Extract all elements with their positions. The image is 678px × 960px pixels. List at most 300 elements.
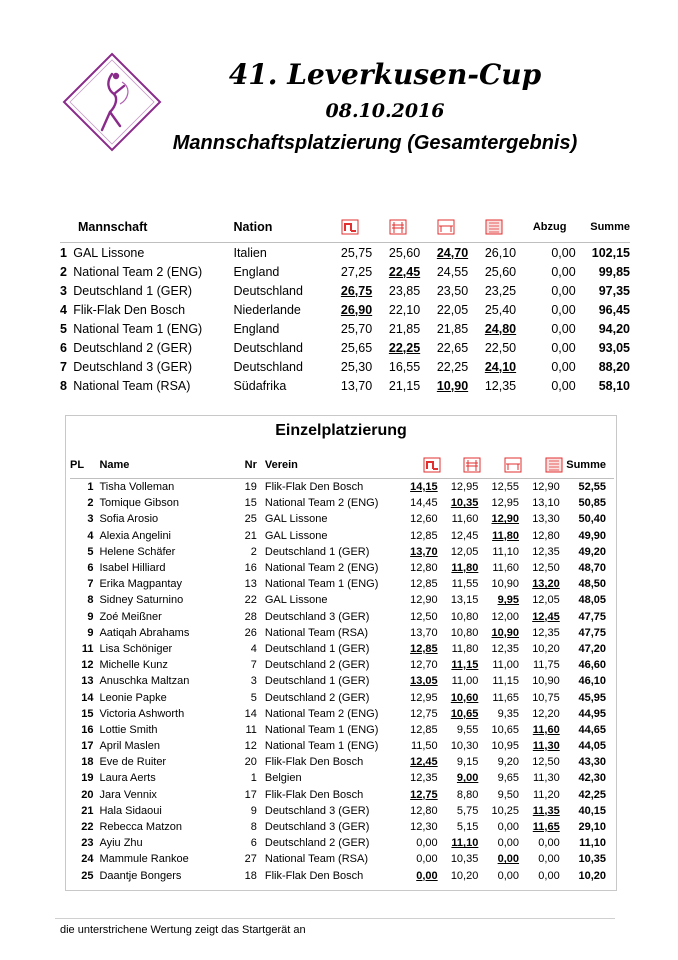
start-apparatus-score: 10,60	[450, 691, 479, 704]
team-score-2: 23,85	[388, 283, 421, 298]
individual-sum: 42,25	[578, 788, 606, 801]
individual-score-3: 9,65	[497, 772, 520, 785]
individual-score-3: 0,00	[497, 869, 520, 882]
start-apparatus-score: 22,45	[388, 264, 421, 279]
team-row	[60, 376, 630, 395]
gymnast-club: National Team (RSA)	[264, 853, 368, 866]
individual-score-1: 11,50	[410, 740, 438, 753]
sum-header: Summe	[590, 221, 630, 233]
gymnast-name: Lottie Smith	[99, 723, 158, 736]
team-score-2: 21,15	[388, 378, 421, 393]
gymnast-number: 1	[250, 772, 257, 785]
individual-score-2: 9,55	[456, 723, 479, 736]
individual-score-4: 12,50	[532, 756, 560, 769]
team-sum: 93,05	[598, 340, 630, 355]
gymnast-number: 17	[244, 788, 257, 801]
individual-score-1	[400, 479, 441, 496]
individual-sum: 43,30	[578, 756, 606, 769]
team-score-1	[341, 281, 389, 300]
individual-score-3: 11,60	[492, 562, 520, 575]
individual-score-2: 10,80	[450, 626, 479, 639]
individual-score-1: 13,70	[410, 626, 438, 639]
gymnast-club: Deutschland 1 (GER)	[264, 675, 370, 688]
individual-row	[70, 738, 614, 754]
gymnast-club: National Team 1 (ENG)	[264, 740, 379, 753]
start-apparatus-score: 9,00	[456, 772, 479, 785]
individual-row	[70, 689, 614, 705]
individual-rank: 2	[87, 497, 94, 510]
gymnast-name: Victoria Ashworth	[99, 707, 185, 720]
gymnast-club: National Team 2 (ENG)	[264, 562, 379, 575]
start-apparatus-score: 10,90	[436, 378, 469, 393]
individual-score-1: 0,00	[416, 837, 438, 850]
individual-score-4	[522, 722, 563, 738]
team-row	[60, 300, 630, 319]
individual-sum: 47,20	[578, 642, 606, 655]
team-deduction: 0,00	[551, 283, 576, 298]
individual-score-1: 12,80	[410, 804, 438, 817]
deduction-header: Abzug	[532, 221, 567, 233]
team-score-2: 16,55	[388, 359, 421, 374]
individual-sum: 42,30	[578, 772, 606, 785]
individual-score-3	[481, 528, 522, 544]
team-score-1	[341, 300, 389, 319]
gymnast-club: GAL Lissone	[264, 529, 328, 542]
individual-score-1	[400, 544, 441, 560]
team-name: Flik-Flak Den Bosch	[73, 302, 186, 317]
team-row	[60, 243, 630, 263]
individual-score-1	[400, 673, 441, 689]
team-score-1: 13,70	[340, 378, 373, 393]
gymnast-number: 14	[244, 707, 257, 720]
gymnast-number: 12	[244, 740, 257, 753]
start-apparatus-score: 9,95	[497, 594, 520, 607]
team-rank: 6	[60, 340, 67, 355]
team-sum: 94,20	[598, 321, 630, 336]
gymnast-number: 8	[250, 821, 257, 834]
individual-score-1: 12,50	[410, 610, 438, 623]
individual-score-4: 12,35	[532, 626, 560, 639]
individual-sum: 46,60	[578, 659, 606, 672]
team-score-1: 25,70	[340, 321, 373, 336]
individual-sum: 29,10	[578, 821, 606, 834]
individual-score-3: 12,55	[491, 481, 520, 494]
team-score-2	[389, 338, 437, 357]
team-score-2: 25,60	[388, 245, 421, 260]
team-deduction: 0,00	[551, 264, 576, 279]
team-score-4: 12,35	[484, 378, 517, 393]
gymnast-club: National Team (RSA)	[264, 626, 368, 639]
individual-score-3	[481, 625, 522, 641]
team-header: Mannschaft	[78, 220, 148, 234]
team-score-2: 21,85	[388, 321, 421, 336]
gymnast-name: Anuschka Maltzan	[99, 675, 190, 688]
start-apparatus-score: 13,70	[410, 545, 438, 558]
team-score-3: 22,65	[436, 340, 469, 355]
individual-score-2: 11,80	[451, 642, 479, 655]
team-deduction: 0,00	[551, 359, 576, 374]
start-apparatus-score: 11,80	[492, 529, 520, 542]
start-apparatus-score: 11,80	[451, 562, 479, 575]
individual-score-4: 11,20	[533, 788, 560, 801]
start-apparatus-score: 11,30	[532, 740, 560, 753]
start-apparatus-score: 24,70	[436, 245, 469, 260]
team-score-4: 26,10	[484, 245, 517, 260]
apparatus-3-icon	[504, 457, 522, 473]
individual-score-2: 8,80	[456, 788, 479, 801]
individual-score-2: 5,15	[456, 821, 479, 834]
individual-score-3: 10,90	[491, 578, 520, 591]
apparatus-4-icon	[545, 457, 563, 473]
individual-score-1: 12,80	[410, 562, 438, 575]
individual-row	[70, 625, 614, 641]
individual-rank: 19	[81, 772, 94, 785]
individual-score-1: 12,95	[410, 691, 438, 704]
gymnast-club: GAL Lissone	[264, 513, 328, 526]
start-apparatus-score: 26,90	[340, 302, 373, 317]
team-deduction: 0,00	[551, 340, 576, 355]
individual-score-3: 0,00	[497, 837, 520, 850]
individual-score-3: 12,00	[491, 610, 520, 623]
team-score-3	[437, 243, 485, 263]
individual-row	[70, 835, 614, 851]
individual-row	[70, 511, 614, 527]
individual-ranking-panel	[65, 415, 617, 891]
gymnast-club: Deutschland 2 (GER)	[264, 837, 370, 850]
individual-score-2	[441, 689, 482, 705]
individual-rank: 25	[81, 869, 94, 882]
start-apparatus-score: 10,35	[450, 497, 479, 510]
individual-rank: 5	[87, 545, 94, 558]
individual-row	[70, 576, 614, 592]
gymnast-number: 25	[244, 513, 257, 526]
individual-rank: 18	[81, 756, 94, 769]
apparatus-2-icon	[389, 219, 407, 235]
individual-row	[70, 657, 614, 673]
individual-score-3: 0,00	[497, 821, 520, 834]
individual-score-2: 10,35	[450, 853, 479, 866]
apparatus-3-header	[437, 212, 485, 243]
individual-score-3: 11,65	[492, 691, 520, 704]
individual-table-header	[70, 452, 614, 479]
gymnast-number: 19	[244, 481, 257, 494]
team-sum: 102,15	[591, 245, 630, 260]
gymnast-name: Leonie Papke	[99, 691, 167, 704]
individual-title: Einzelplatzierung	[275, 422, 407, 439]
individual-score-1: 12,30	[410, 821, 438, 834]
individual-score-2	[441, 706, 482, 722]
individual-row	[70, 706, 614, 722]
individual-rank: 4	[87, 529, 94, 542]
individual-rank: 1	[87, 481, 94, 494]
individual-score-3: 11,15	[492, 675, 520, 688]
individual-row	[70, 609, 614, 625]
apparatus-2-icon	[463, 457, 481, 473]
individual-score-2	[441, 560, 482, 576]
team-name: GAL Lissone	[73, 245, 145, 260]
gymnast-number: 20	[244, 756, 257, 769]
gymnast-name: Helene Schäfer	[99, 545, 176, 558]
team-score-3: 22,25	[436, 359, 469, 374]
individual-sum: 10,35	[578, 853, 606, 866]
gymnast-club: Flik-Flak Den Bosch	[264, 481, 364, 494]
team-name: Deutschland 2 (GER)	[73, 340, 193, 355]
gymnast-number: 21	[244, 529, 257, 542]
gymnast-name: Zoé Meißner	[99, 610, 162, 623]
start-apparatus-score: 26,75	[340, 283, 373, 298]
individual-score-4: 0,00	[538, 869, 560, 882]
individual-row	[70, 544, 614, 560]
team-score-4	[485, 357, 533, 376]
individual-score-2	[441, 770, 482, 786]
individual-score-3: 9,50	[497, 788, 520, 801]
gymnast-name: Eve de Ruiter	[99, 756, 167, 769]
apparatus-4-icon	[485, 219, 503, 235]
individual-rank: 14	[81, 691, 94, 704]
individual-score-4	[522, 803, 563, 819]
team-deduction: 0,00	[551, 302, 576, 317]
team-score-4: 25,40	[484, 302, 517, 317]
team-sum: 96,45	[598, 302, 630, 317]
gymnast-name: Mammule Rankoe	[99, 853, 189, 866]
start-apparatus-score: 12,75	[410, 788, 438, 801]
gymnast-club: National Team 1 (ENG)	[264, 723, 379, 736]
individual-rank: 9	[87, 610, 94, 623]
individual-score-2: 10,80	[450, 610, 479, 623]
individual-sum: 44,05	[578, 740, 606, 753]
gymnast-name: Alexia Angelini	[99, 529, 172, 542]
team-row	[60, 338, 630, 357]
gymnast-club: Flik-Flak Den Bosch	[264, 869, 364, 882]
gymnast-number: 6	[250, 837, 257, 850]
individual-score-2: 13,15	[450, 594, 479, 607]
gymnast-name: Daantje Bongers	[99, 869, 182, 882]
team-row	[60, 319, 630, 338]
individual-score-3: 9,35	[497, 707, 520, 720]
start-apparatus-score: 0,00	[416, 869, 438, 882]
individual-score-4: 10,20	[532, 642, 560, 655]
team-sum: 58,10	[598, 378, 630, 393]
apparatus-1-icon	[341, 219, 359, 235]
team-name: Deutschland 3 (GER)	[73, 359, 193, 374]
ind-sum-header: Summe	[566, 459, 606, 471]
team-nation: Deutschland	[233, 359, 303, 374]
gymnast-club: Deutschland 3 (GER)	[264, 610, 370, 623]
team-score-4	[485, 319, 533, 338]
individual-score-3: 12,95	[491, 497, 520, 510]
team-ranking-table	[60, 212, 630, 395]
gymnast-name: Erika Magpantay	[99, 578, 182, 591]
individual-score-4: 10,75	[532, 691, 560, 704]
individual-score-3: 12,35	[491, 642, 520, 655]
individual-rank: 7	[87, 578, 94, 591]
team-score-3: 21,85	[436, 321, 469, 336]
individual-row	[70, 722, 614, 738]
team-sum: 97,35	[598, 283, 630, 298]
individual-score-2: 11,55	[451, 578, 479, 591]
individual-score-1: 12,35	[410, 772, 438, 785]
individual-sum: 50,85	[578, 497, 606, 510]
individual-sum: 44,95	[578, 707, 606, 720]
gymnast-club: National Team 1 (ENG)	[264, 578, 379, 591]
individual-score-2: 9,15	[456, 756, 479, 769]
gymnast-number: 28	[244, 610, 257, 623]
team-score-4: 22,50	[484, 340, 517, 355]
individual-row	[70, 803, 614, 819]
gymnast-club: Deutschland 1 (GER)	[264, 642, 370, 655]
team-score-1: 27,25	[340, 264, 373, 279]
individual-ranking-table	[70, 452, 614, 884]
gymnast-number: 2	[250, 545, 257, 558]
start-apparatus-score: 12,45	[410, 756, 438, 769]
individual-row	[70, 851, 614, 867]
individual-sum: 46,10	[578, 675, 606, 688]
gymnast-club: Deutschland 3 (GER)	[264, 821, 370, 834]
individual-score-4: 12,50	[532, 562, 560, 575]
individual-score-3	[481, 592, 522, 608]
team-deduction: 0,00	[551, 321, 576, 336]
gymnast-club: National Team 2 (ENG)	[264, 707, 379, 720]
gymnast-club: Deutschland 1 (GER)	[264, 545, 370, 558]
team-nation: England	[233, 321, 280, 336]
individual-score-1	[400, 754, 441, 770]
start-apparatus-score: 24,80	[484, 321, 517, 336]
individual-score-2	[441, 657, 482, 673]
individual-rank: 11	[81, 642, 94, 655]
apparatus-1-icon	[423, 457, 441, 473]
individual-score-2: 10,30	[450, 740, 479, 753]
start-apparatus-score: 10,90	[491, 626, 520, 639]
individual-sum: 44,65	[578, 723, 606, 736]
team-score-3: 23,50	[436, 283, 469, 298]
team-name: National Team 2 (ENG)	[73, 264, 203, 279]
individual-sum: 49,90	[578, 529, 606, 542]
gymnast-number: 18	[244, 869, 257, 882]
individual-rank: 15	[81, 707, 94, 720]
gymnast-number: 11	[245, 723, 257, 736]
gymnast-number: 16	[244, 562, 257, 575]
gymnast-number: 4	[250, 642, 257, 655]
individual-score-4	[522, 819, 563, 835]
individual-score-4	[522, 738, 563, 754]
individual-score-2	[441, 835, 482, 851]
individual-score-3: 9,20	[497, 756, 520, 769]
start-apparatus-score: 10,65	[450, 707, 479, 720]
team-row	[60, 281, 630, 300]
gymnast-name: Jara Vennix	[99, 788, 157, 801]
team-rank: 2	[60, 264, 67, 279]
start-apparatus-score: 13,05	[410, 675, 438, 688]
event-date: 08.10.2016	[325, 100, 445, 122]
start-apparatus-score: 11,65	[532, 821, 560, 834]
team-nation: Südafrika	[233, 378, 287, 393]
team-row	[60, 357, 630, 376]
gymnast-number: 5	[250, 691, 257, 704]
individual-score-4: 13,30	[532, 513, 560, 526]
start-apparatus-score: 12,45	[532, 610, 560, 623]
gymnast-club: Deutschland 2 (GER)	[264, 691, 370, 704]
individual-score-2: 11,00	[451, 675, 479, 688]
gymnast-club: Deutschland 3 (GER)	[264, 804, 370, 817]
apparatus-3-icon	[437, 219, 455, 235]
individual-score-2: 12,05	[450, 545, 479, 558]
start-apparatus-score: 13,20	[532, 578, 560, 591]
individual-sum: 40,15	[578, 804, 606, 817]
gymnast-name: Tisha Volleman	[99, 481, 175, 494]
individual-score-4: 12,20	[532, 707, 560, 720]
individual-score-4: 11,30	[533, 772, 560, 785]
gymnast-name: Sofia Arosio	[99, 513, 159, 526]
name-header: Name	[99, 459, 130, 471]
individual-score-1: 12,85	[410, 578, 438, 591]
gymnast-number: 27	[244, 853, 257, 866]
gymnast-number: 9	[250, 804, 257, 817]
club-header: Verein	[264, 459, 298, 471]
team-rank: 5	[60, 321, 67, 336]
team-rank: 8	[60, 378, 67, 393]
individual-score-3: 11,10	[492, 545, 520, 558]
individual-sum: 48,50	[578, 578, 606, 591]
individual-score-1: 12,90	[410, 594, 438, 607]
gymnast-name: Tomique Gibson	[99, 497, 179, 510]
start-apparatus-score: 14,15	[410, 481, 438, 494]
team-score-1: 25,30	[340, 359, 373, 374]
individual-score-2: 12,45	[450, 529, 479, 542]
apparatus-1-header	[341, 212, 389, 243]
individual-sum: 10,20	[578, 869, 606, 882]
team-score-2	[389, 262, 437, 281]
individual-score-3	[481, 851, 522, 867]
individual-row	[70, 495, 614, 511]
individual-score-1	[400, 787, 441, 803]
gymnast-name: Hala Sidaoui	[99, 804, 162, 817]
gymnast-number: 15	[244, 497, 257, 510]
ind-apparatus-1-header	[400, 452, 441, 479]
individual-score-1: 12,85	[410, 529, 438, 542]
start-apparatus-score: 24,10	[484, 359, 517, 374]
individual-row	[70, 592, 614, 608]
team-table-header	[60, 212, 630, 243]
individual-score-1: 12,85	[410, 723, 438, 736]
gymnast-name: Laura Aerts	[99, 772, 156, 785]
individual-rank: 21	[81, 804, 94, 817]
gymnast-number: 22	[244, 594, 257, 607]
gymnast-club: Flik-Flak Den Bosch	[264, 756, 364, 769]
individual-score-4: 11,75	[533, 659, 560, 672]
individual-row	[70, 641, 614, 657]
team-rank: 1	[60, 245, 67, 260]
individual-score-3: 10,65	[491, 723, 520, 736]
individual-sum: 48,05	[578, 594, 606, 607]
individual-score-1: 12,60	[410, 513, 438, 526]
individual-rank: 16	[81, 723, 94, 736]
individual-row	[70, 787, 614, 803]
team-name: Deutschland 1 (GER)	[73, 283, 193, 298]
individual-rank: 23	[81, 837, 94, 850]
individual-sum: 52,55	[578, 481, 606, 494]
individual-score-3: 11,00	[492, 659, 520, 672]
individual-row	[70, 770, 614, 786]
team-rank: 3	[60, 283, 67, 298]
gymnast-name: Lisa Schöniger	[99, 642, 173, 655]
individual-rank: 12	[81, 659, 94, 672]
footer-divider	[55, 918, 615, 919]
gymnast-name: April Maslen	[99, 740, 160, 753]
individual-score-2: 10,20	[450, 869, 479, 882]
nr-header: Nr	[244, 459, 257, 471]
team-name: National Team 1 (ENG)	[73, 321, 203, 336]
individual-row	[70, 560, 614, 576]
